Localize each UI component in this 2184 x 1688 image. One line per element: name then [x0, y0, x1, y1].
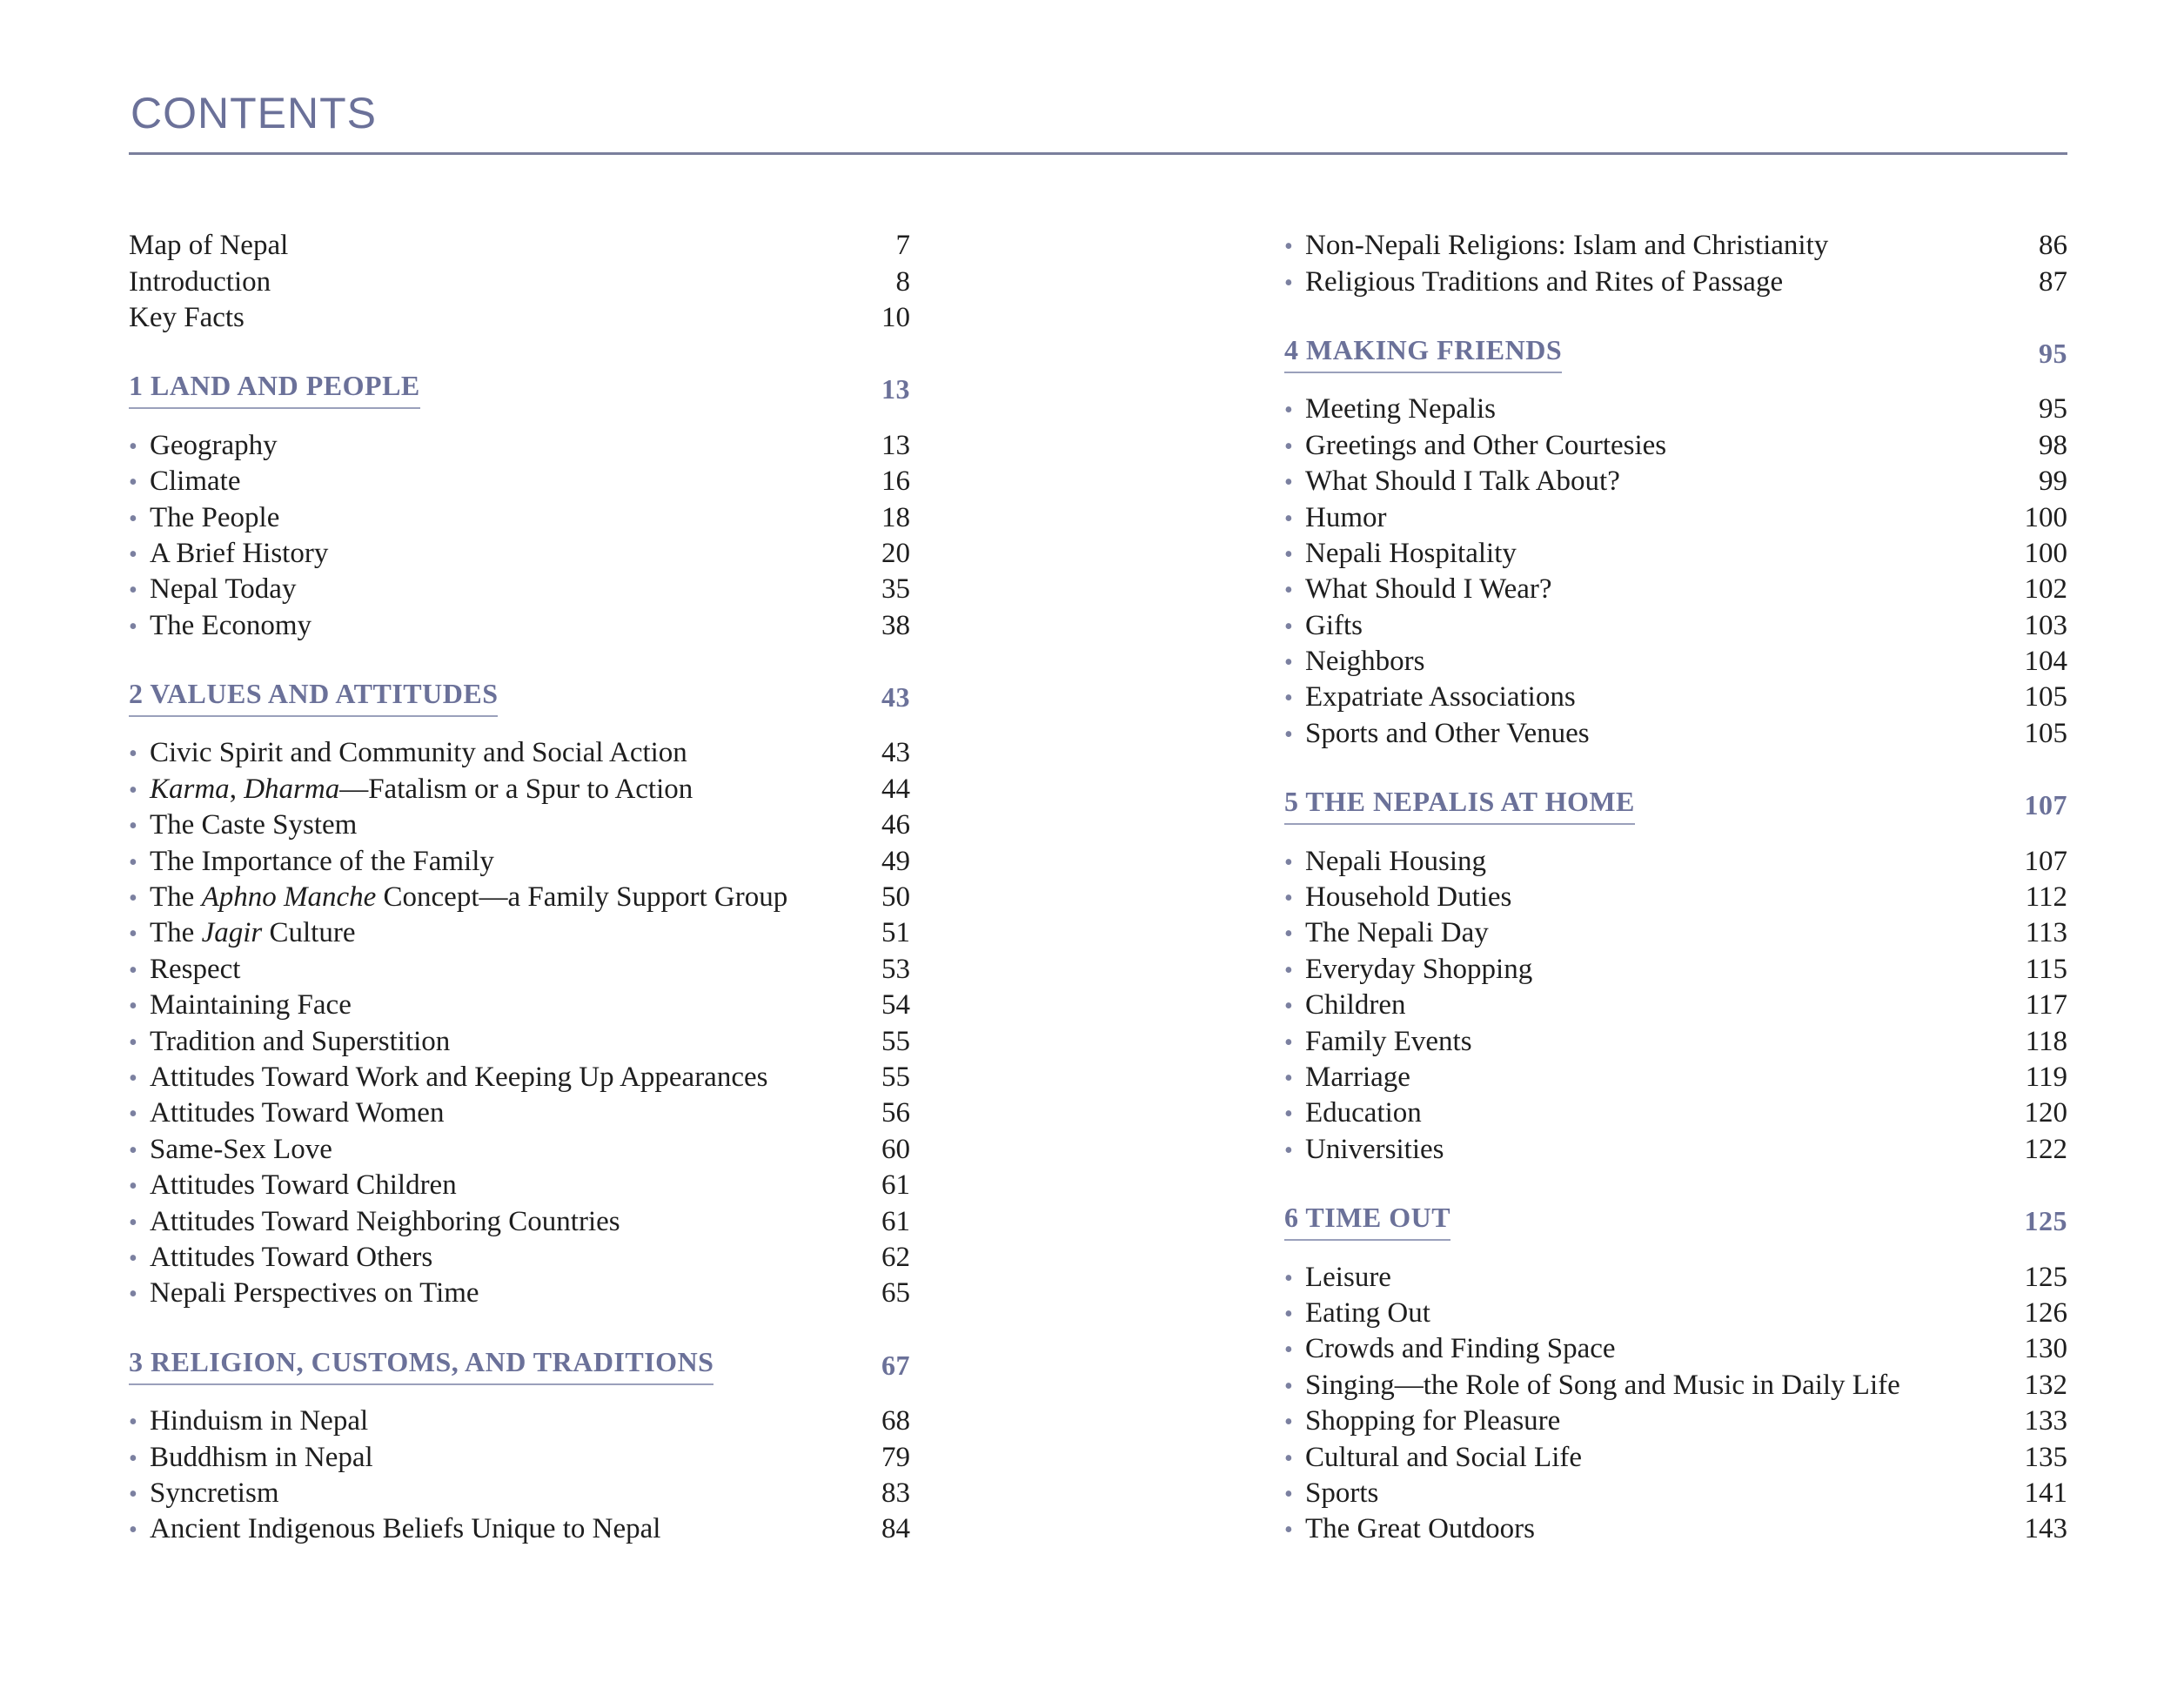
toc-entry-label: Introduction	[129, 265, 271, 298]
toc-page-number: 104	[2024, 646, 2067, 678]
toc-entry-what-should-i-talk-about[interactable]	[1284, 464, 2067, 499]
toc-entry-everyday-shopping[interactable]	[1284, 952, 2067, 988]
toc-entry-label: Syncretism	[150, 1477, 279, 1509]
bullet-icon: •	[1284, 921, 1293, 948]
toc-entry-the-aphno-manche-concept-a-family-suppor[interactable]	[129, 880, 910, 915]
toc-entry-sports[interactable]	[1284, 1476, 2067, 1511]
toc-page-number: 86	[2039, 230, 2067, 262]
toc-entry-the-nepali-day[interactable]	[1284, 915, 2067, 951]
chapter-title: 4 MAKING FRIENDS	[1284, 334, 1562, 373]
toc-page-number: 141	[2024, 1477, 2067, 1509]
bullet-icon: •	[129, 1409, 137, 1437]
toc-entry-same-sex-love[interactable]	[129, 1132, 910, 1168]
toc-entry-attitudes-toward-women[interactable]	[129, 1095, 910, 1131]
toc-entry-tradition-and-superstition[interactable]	[129, 1023, 910, 1059]
bullet-icon: •	[1284, 956, 1293, 984]
chapter-title: 5 THE NEPALIS AT HOME	[1284, 786, 1635, 825]
toc-page-number: 87	[2039, 265, 2067, 298]
toc-entry-label: The People	[150, 501, 280, 533]
toc-column-left	[129, 228, 910, 1548]
toc-page-number: 54	[881, 989, 910, 1022]
bullet-icon: •	[129, 1065, 137, 1092]
bullet-icon: •	[129, 1209, 137, 1236]
toc-entry-education[interactable]	[1284, 1095, 2067, 1131]
bullet-icon: •	[129, 740, 137, 768]
bullet-icon: •	[129, 921, 137, 948]
toc-entry-label: Ancient Indigenous Beliefs Unique to Nepal	[150, 1513, 661, 1545]
toc-entry-expatriate-associations[interactable]	[1284, 680, 2067, 715]
bullet-icon: •	[1284, 1372, 1293, 1400]
toc-entry-label: Children	[1305, 989, 1406, 1022]
bullet-icon: •	[1284, 649, 1293, 677]
toc-entry-karma-dharma-fatalism-or-a-spur-to-actio[interactable]	[129, 772, 910, 807]
bullet-icon: •	[129, 1173, 137, 1201]
toc-entry-label: Attitudes Toward Women	[150, 1097, 445, 1129]
toc-page-number: 13	[881, 429, 910, 461]
toc-entry-attitudes-toward-work-and-keeping-up-app[interactable]	[129, 1060, 910, 1095]
toc-entry-label: Sports and Other Venues	[1305, 717, 1590, 749]
toc-entry-label: Nepal Today	[150, 573, 297, 606]
bullet-icon: •	[129, 885, 137, 913]
bullet-icon: •	[1284, 505, 1293, 533]
toc-page-number: 112	[2025, 881, 2067, 914]
toc-entry-marriage[interactable]	[1284, 1060, 2067, 1095]
toc-page-number: 105	[2024, 717, 2067, 749]
toc-entry-the-caste-system[interactable]	[129, 807, 910, 843]
toc-page-number: 118	[2025, 1025, 2067, 1057]
toc-page-number: 79	[881, 1441, 910, 1473]
toc-entry-ancient-indigenous-beliefs-unique-to-nep[interactable]	[129, 1511, 910, 1547]
toc-entry-label: Neighbors	[1305, 646, 1425, 678]
toc-entry-hinduism-in-nepal[interactable]	[129, 1403, 910, 1439]
bullet-icon: •	[1284, 1336, 1293, 1364]
chapter-heading[interactable]	[1284, 787, 2067, 823]
toc-page-number: 102	[2024, 573, 2067, 606]
toc-entry-label: Universities	[1305, 1133, 1444, 1165]
toc-page-number: 35	[881, 573, 910, 606]
chapter-page-number: 107	[2024, 789, 2067, 821]
toc-entry-label: Attitudes Toward Work and Keeping Up Appearances	[150, 1062, 768, 1093]
bullet-icon: •	[1284, 540, 1293, 568]
toc-entry-label: Everyday Shopping	[1305, 953, 1533, 985]
toc-page-number: 130	[2024, 1333, 2067, 1365]
bullet-icon: •	[1284, 613, 1293, 640]
toc-page-number: 65	[881, 1277, 910, 1310]
bullet-icon: •	[129, 469, 137, 497]
toc-entry-greetings-and-other-courtesies[interactable]	[1284, 428, 2067, 464]
bullet-icon: •	[129, 776, 137, 804]
toc-page-number: 60	[881, 1133, 910, 1165]
toc-entry-a-brief-history[interactable]	[129, 536, 910, 572]
toc-entry-label: Attitudes Toward Neighboring Countries	[150, 1205, 620, 1237]
toc-entry-the-people[interactable]	[129, 499, 910, 535]
toc-entry-label: The Aphno Manche Concept—a Family Support Group	[150, 881, 788, 914]
chapter-heading[interactable]	[129, 372, 910, 407]
toc-page-number: 53	[881, 953, 910, 985]
toc-page-number: 99	[2039, 466, 2067, 498]
toc-entry-label: Shopping for Pleasure	[1305, 1405, 1561, 1437]
toc-entry-non-nepali-religions-islam-and-christian[interactable]	[1284, 228, 2067, 264]
toc-page-number: 100	[2024, 537, 2067, 569]
toc-entry-map-of-nepal[interactable]	[129, 228, 910, 264]
toc-entry-the-importance-of-the-family[interactable]	[129, 843, 910, 879]
toc-page-number: 143	[2024, 1513, 2067, 1545]
chapter-title: 1 LAND AND PEOPLE	[129, 370, 420, 409]
chapter-heading[interactable]	[1284, 1203, 2067, 1239]
toc-page-number: 55	[881, 1025, 910, 1057]
toc-entry-label: Expatriate Associations	[1305, 681, 1576, 713]
page-title: CONTENTS	[131, 89, 377, 137]
toc-entry-leisure[interactable]	[1284, 1259, 2067, 1295]
toc-page-number: 135	[2024, 1441, 2067, 1473]
toc-entry-family-events[interactable]	[1284, 1023, 2067, 1059]
bullet-icon: •	[129, 1281, 137, 1309]
toc-page-number: 16	[881, 466, 910, 498]
toc-entry-respect[interactable]	[129, 952, 910, 988]
toc-page-number: 61	[881, 1169, 910, 1202]
bullet-icon: •	[129, 613, 137, 640]
bullet-icon: •	[129, 1517, 137, 1544]
toc-entry-label: Gifts	[1305, 609, 1363, 641]
toc-entry-label: The Economy	[150, 609, 312, 641]
toc-entry-humor[interactable]	[1284, 499, 2067, 535]
chapter-title: 2 VALUES AND ATTITUDES	[129, 678, 498, 717]
bullet-icon: •	[1284, 685, 1293, 713]
toc-entry-climate[interactable]	[129, 464, 910, 499]
toc-page-number: 115	[2025, 953, 2067, 985]
toc-page-number: 61	[881, 1205, 910, 1237]
toc-entry-label: Family Events	[1305, 1025, 1472, 1057]
toc-entry-label: Climate	[150, 466, 241, 498]
chapter-heading[interactable]	[1284, 333, 2067, 372]
chapter-heading[interactable]	[129, 1345, 910, 1383]
toc-entry-religious-traditions-and-rites-of-passag[interactable]	[1284, 264, 2067, 299]
toc-page-number: 120	[2024, 1097, 2067, 1129]
toc-entry-label: Household Duties	[1305, 881, 1512, 914]
bullet-icon: •	[1284, 1444, 1293, 1472]
chapter-title: 6 TIME OUT	[1284, 1202, 1450, 1241]
bullet-icon: •	[1284, 885, 1293, 913]
toc-page-number: 68	[881, 1405, 910, 1437]
toc-entry-eating-out[interactable]	[1284, 1296, 2067, 1331]
toc-entry-label: Singing—the Role of Song and Music in Daily Life	[1305, 1369, 1900, 1401]
bullet-icon: •	[1284, 1065, 1293, 1092]
toc-entry-singing-the-role-of-song-and-music-in-da[interactable]	[1284, 1368, 2067, 1403]
bullet-icon: •	[129, 1136, 137, 1164]
bullet-icon: •	[129, 540, 137, 568]
toc-entry-sports-and-other-venues[interactable]	[1284, 716, 2067, 752]
bullet-icon: •	[1284, 1480, 1293, 1508]
toc-page-number: 46	[881, 809, 910, 841]
toc-page-number: 84	[881, 1513, 910, 1545]
bullet-icon: •	[1284, 1517, 1293, 1544]
toc-entry-label: Crowds and Finding Space	[1305, 1333, 1616, 1365]
toc-entry-universities[interactable]	[1284, 1132, 2067, 1168]
toc-entry-label: Eating Out	[1305, 1296, 1430, 1329]
toc-page-number: 62	[881, 1241, 910, 1273]
toc-entry-label: Map of Nepal	[129, 230, 289, 262]
toc-page-number: 51	[881, 917, 910, 949]
toc-entry-neighbors[interactable]	[1284, 644, 2067, 680]
toc-entry-label: Buddhism in Nepal	[150, 1441, 373, 1473]
toc-page-number: 44	[881, 773, 910, 805]
toc-entry-what-should-i-wear[interactable]	[1284, 572, 2067, 607]
toc-entry-label: What Should I Talk About?	[1305, 466, 1620, 498]
toc-page-number: 8	[895, 265, 910, 298]
toc-entry-label: The Nepali Day	[1305, 917, 1489, 949]
toc-entry-label: Marriage	[1305, 1062, 1410, 1093]
bullet-icon: •	[129, 1444, 137, 1472]
toc-page-number: 43	[881, 737, 910, 769]
toc-entry-household-duties[interactable]	[1284, 880, 2067, 915]
bullet-icon: •	[1284, 1136, 1293, 1164]
toc-entry-nepal-today[interactable]	[129, 572, 910, 607]
toc-entry-civic-spirit-and-community-and-social-ac[interactable]	[129, 735, 910, 771]
toc-entry-label: Karma, Dharma—Fatalism or a Spur to Action	[150, 773, 693, 805]
toc-page-number: 125	[2024, 1261, 2067, 1293]
toc-entry-gifts[interactable]	[1284, 608, 2067, 644]
toc-page-number: 117	[2025, 989, 2067, 1022]
toc-entry-label: Cultural and Social Life	[1305, 1441, 1582, 1473]
bullet-icon: •	[1284, 720, 1293, 748]
toc-entry-label: The Caste System	[150, 809, 358, 841]
title-rule	[129, 152, 2067, 155]
bullet-icon: •	[1284, 1101, 1293, 1129]
bullet-icon: •	[1284, 269, 1293, 297]
toc-page-number: 7	[895, 230, 910, 262]
toc-entry-geography[interactable]	[129, 428, 910, 464]
toc-page-number: 98	[2039, 429, 2067, 461]
toc-entry-nepali-hospitality[interactable]	[1284, 536, 2067, 572]
bullet-icon: •	[129, 993, 137, 1021]
toc-entry-label: Greetings and Other Courtesies	[1305, 429, 1667, 461]
bullet-icon: •	[129, 505, 137, 533]
toc-entry-maintaining-face[interactable]	[129, 988, 910, 1023]
toc-entry-label: The Great Outdoors	[1305, 1513, 1535, 1545]
toc-column-right	[1284, 228, 2067, 1548]
chapter-page-number: 43	[881, 681, 910, 713]
bullet-icon: •	[129, 956, 137, 984]
bullet-icon: •	[129, 1480, 137, 1508]
bullet-icon: •	[1284, 1300, 1293, 1328]
toc-entry-label: Non-Nepali Religions: Islam and Christianity	[1305, 230, 1829, 262]
toc-entry-introduction[interactable]	[129, 264, 910, 299]
toc-entry-key-facts[interactable]	[129, 300, 910, 336]
toc-entry-children[interactable]	[1284, 988, 2067, 1023]
toc-entry-label: Humor	[1305, 501, 1387, 533]
toc-entry-syncretism[interactable]	[129, 1476, 910, 1511]
toc-entry-label: Civic Spirit and Community and Social Action	[150, 737, 687, 769]
toc-entry-buddhism-in-nepal[interactable]	[129, 1439, 910, 1475]
toc-page-number: 49	[881, 845, 910, 877]
bullet-icon: •	[1284, 848, 1293, 876]
bullet-icon: •	[129, 577, 137, 605]
toc-entry-attitudes-toward-others[interactable]	[129, 1240, 910, 1276]
bullet-icon: •	[129, 1028, 137, 1056]
toc-entry-shopping-for-pleasure[interactable]	[1284, 1403, 2067, 1439]
toc-entry-label: Respect	[150, 953, 241, 985]
toc-page-number: 10	[881, 301, 910, 333]
toc-entry-label: Geography	[150, 429, 278, 461]
toc-entry-nepali-perspectives-on-time[interactable]	[129, 1276, 910, 1311]
toc-page-number: 119	[2025, 1062, 2067, 1093]
toc-page-number: 105	[2024, 681, 2067, 713]
toc-entry-label: Sports	[1305, 1477, 1379, 1509]
bullet-icon: •	[129, 848, 137, 876]
toc-page-number: 56	[881, 1097, 910, 1129]
toc-entry-the-jagir-culture[interactable]	[129, 915, 910, 951]
toc-page-number: 107	[2024, 845, 2067, 877]
toc-entry-label: Key Facts	[129, 301, 245, 333]
toc-page-number: 18	[881, 501, 910, 533]
chapter-page-number: 95	[2039, 337, 2067, 369]
bullet-icon: •	[129, 813, 137, 841]
bullet-icon: •	[1284, 577, 1293, 605]
toc-entry-attitudes-toward-neighboring-countries[interactable]	[129, 1203, 910, 1239]
toc-entry-the-economy[interactable]	[129, 608, 910, 644]
toc-entry-label: Attitudes Toward Others	[150, 1241, 433, 1273]
toc-entry-label: Nepali Housing	[1305, 845, 1487, 877]
toc-entry-label: The Jagir Culture	[150, 917, 356, 949]
toc-entry-label: Nepali Perspectives on Time	[150, 1277, 479, 1310]
toc-page-number: 133	[2024, 1405, 2067, 1437]
toc-entry-meeting-nepalis[interactable]	[1284, 392, 2067, 427]
toc-page-number: 50	[881, 881, 910, 914]
toc-entry-label: Leisure	[1305, 1261, 1391, 1293]
toc-entry-label: Education	[1305, 1097, 1422, 1129]
bullet-icon: •	[1284, 233, 1293, 261]
toc-entry-nepali-housing[interactable]	[1284, 843, 2067, 879]
toc-entry-label: Maintaining Face	[150, 989, 352, 1022]
toc-page-number: 100	[2024, 501, 2067, 533]
toc-page-number: 38	[881, 609, 910, 641]
chapter-page-number: 13	[881, 373, 910, 405]
chapter-page-number: 67	[881, 1349, 910, 1381]
toc-page-number: 113	[2025, 917, 2067, 949]
bullet-icon: •	[129, 432, 137, 460]
chapter-title: 3 RELIGION, CUSTOMS, AND TRADITIONS	[129, 1346, 713, 1385]
toc-page-number: 95	[2039, 393, 2067, 425]
chapter-heading[interactable]	[129, 680, 910, 715]
bullet-icon: •	[1284, 1264, 1293, 1292]
toc-entry-attitudes-toward-children[interactable]	[129, 1168, 910, 1203]
toc-page-number: 83	[881, 1477, 910, 1509]
toc-entry-cultural-and-social-life[interactable]	[1284, 1439, 2067, 1475]
bullet-icon: •	[129, 1101, 137, 1129]
toc-page-number: 132	[2024, 1369, 2067, 1401]
toc-entry-label: Religious Traditions and Rites of Passage	[1305, 265, 1784, 298]
toc-page-number: 20	[881, 537, 910, 569]
bullet-icon: •	[1284, 469, 1293, 497]
toc-entry-label: Meeting Nepalis	[1305, 393, 1497, 425]
toc-page-number: 55	[881, 1062, 910, 1093]
toc-page-number: 122	[2024, 1133, 2067, 1165]
toc-entry-label: A Brief History	[150, 537, 329, 569]
toc-page-number: 103	[2024, 609, 2067, 641]
toc-entry-the-great-outdoors[interactable]	[1284, 1511, 2067, 1547]
toc-entry-label: Tradition and Superstition	[150, 1025, 451, 1057]
toc-entry-label: Nepali Hospitality	[1305, 537, 1517, 569]
chapter-page-number: 125	[2024, 1205, 2067, 1237]
bullet-icon: •	[1284, 432, 1293, 460]
toc-entry-label: Attitudes Toward Children	[150, 1169, 457, 1202]
toc-entry-label: The Importance of the Family	[150, 845, 494, 877]
toc-page-number: 126	[2024, 1296, 2067, 1329]
bullet-icon: •	[1284, 397, 1293, 425]
toc-entry-crowds-and-finding-space[interactable]	[1284, 1331, 2067, 1367]
toc-entry-label: Hinduism in Nepal	[150, 1405, 369, 1437]
bullet-icon: •	[129, 1244, 137, 1272]
toc-entry-label: What Should I Wear?	[1305, 573, 1552, 606]
bullet-icon: •	[1284, 993, 1293, 1021]
bullet-icon: •	[1284, 1409, 1293, 1437]
toc-entry-label: Same-Sex Love	[150, 1133, 332, 1165]
bullet-icon: •	[1284, 1028, 1293, 1056]
